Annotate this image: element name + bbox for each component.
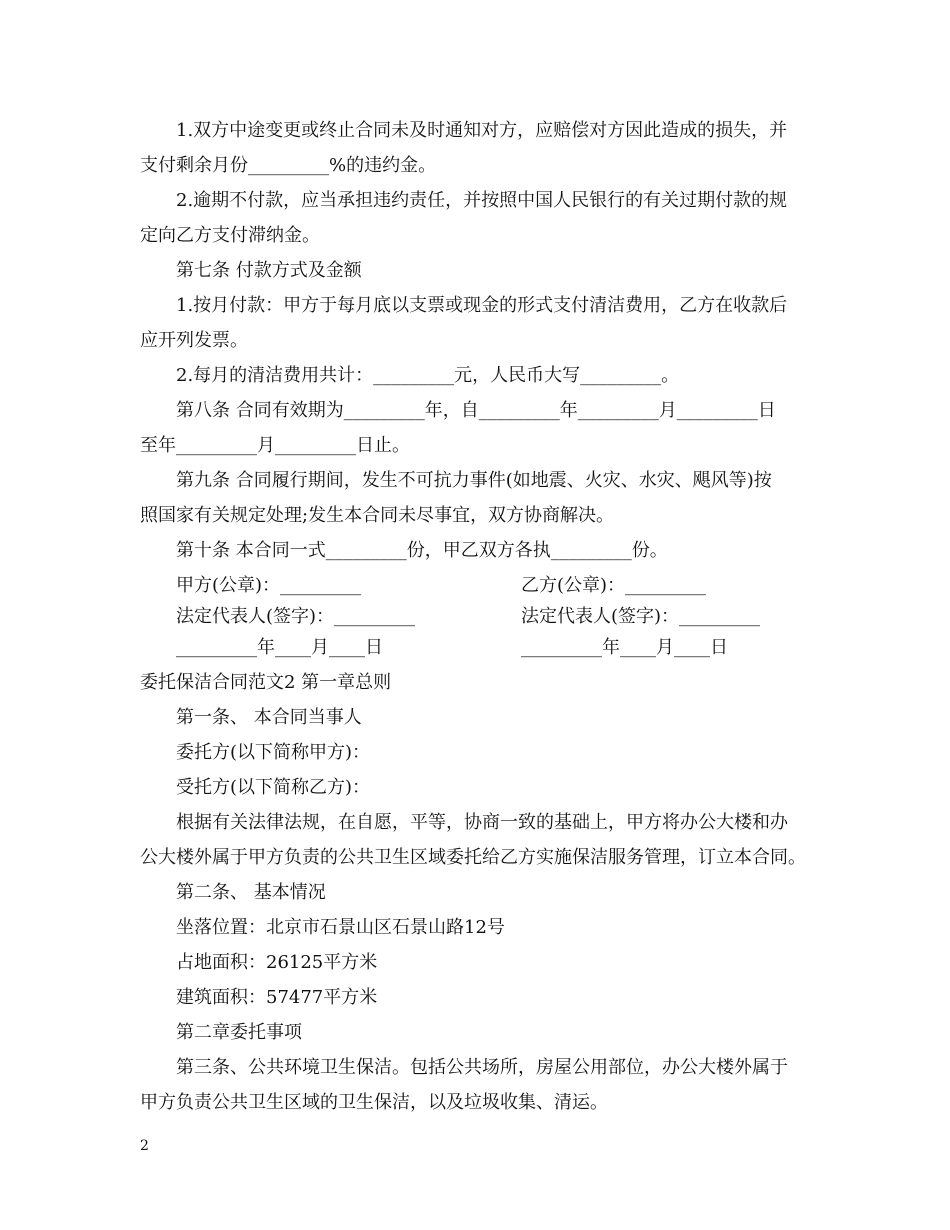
document-title: 委托保洁合同范文2 第一章总则	[140, 672, 392, 693]
section-heading: 第二章委托事项	[176, 1022, 302, 1043]
paragraph-line: 第三条、公共环境卫生保洁。包括公共场所，房屋公用部位，办公大楼外属于	[176, 1057, 788, 1078]
paragraph-line: 委托方(以下简称甲方)：	[176, 742, 371, 763]
section-heading: 第二条、 基本情况	[176, 882, 326, 903]
party-b-representative: 法定代表人(签字)：_________	[521, 606, 761, 627]
page-number: 2	[140, 1138, 149, 1154]
party-a-date: _________年____月____日	[176, 637, 383, 658]
paragraph-line: 第八条 合同有效期为_________年，自_________年_________月_________日	[176, 400, 776, 421]
party-a-seal: 甲方(公章)：_________	[176, 575, 362, 596]
party-a-representative: 法定代表人(签字)：_________	[176, 606, 416, 627]
party-b-date: _________年____月____日	[521, 637, 728, 658]
paragraph-line: 根据有关法律法规，在自愿，平等，协商一致的基础上，甲方将办公大楼和办	[176, 812, 788, 833]
paragraph-line: 第九条 合同履行期间，发生不可抗力事件(如地震、火灾、水灾、飓风等)按	[176, 470, 772, 491]
paragraph-line: 受托方(以下简称乙方)：	[176, 777, 371, 798]
paragraph-line: 1.按月付款：甲方于每月底以支票或现金的形式支付清洁费用，乙方在收款后	[176, 295, 788, 316]
paragraph-line: 甲方负责公共卫生区域的卫生保洁，以及垃圾收集、清运。	[140, 1092, 608, 1113]
paragraph-line: 应开列发票。	[140, 330, 248, 351]
paragraph-line: 建筑面积：57477平方米	[176, 987, 378, 1008]
section-heading: 第七条 付款方式及金额	[176, 260, 362, 281]
paragraph-line: 定向乙方支付滞纳金。	[140, 225, 320, 246]
paragraph-line: 2.逾期不付款，应当承担违约责任，并按照中国人民银行的有关过期付款的规	[176, 190, 788, 211]
paragraph-line: 1.双方中途变更或终止合同未及时通知对方，应赔偿对方因此造成的损失，并	[176, 120, 788, 141]
paragraph-line: 至年_________月_________日止。	[140, 435, 410, 456]
paragraph-line: 2.每月的清洁费用共计：_________元，人民币大写_________。	[176, 365, 680, 386]
paragraph-line: 坐落位置：北京市石景山区石景山路12号	[176, 917, 505, 938]
paragraph-line: 照国家有关规定处理;发生本合同未尽事宜，双方协商解决。	[140, 505, 615, 526]
paragraph-line: 占地面积：26125平方米	[176, 952, 378, 973]
paragraph-line: 第十条 本合同一式_________份，甲乙双方各执_________份。	[176, 540, 668, 561]
party-b-seal: 乙方(公章)：_________	[521, 575, 707, 596]
paragraph-line: 支付剩余月份_________%的违约金。	[140, 155, 437, 176]
paragraph-line: 公大楼外属于甲方负责的公共卫生区域委托给乙方实施保洁服务管理，订立本合同。	[140, 847, 806, 868]
section-heading: 第一条、 本合同当事人	[176, 707, 362, 728]
